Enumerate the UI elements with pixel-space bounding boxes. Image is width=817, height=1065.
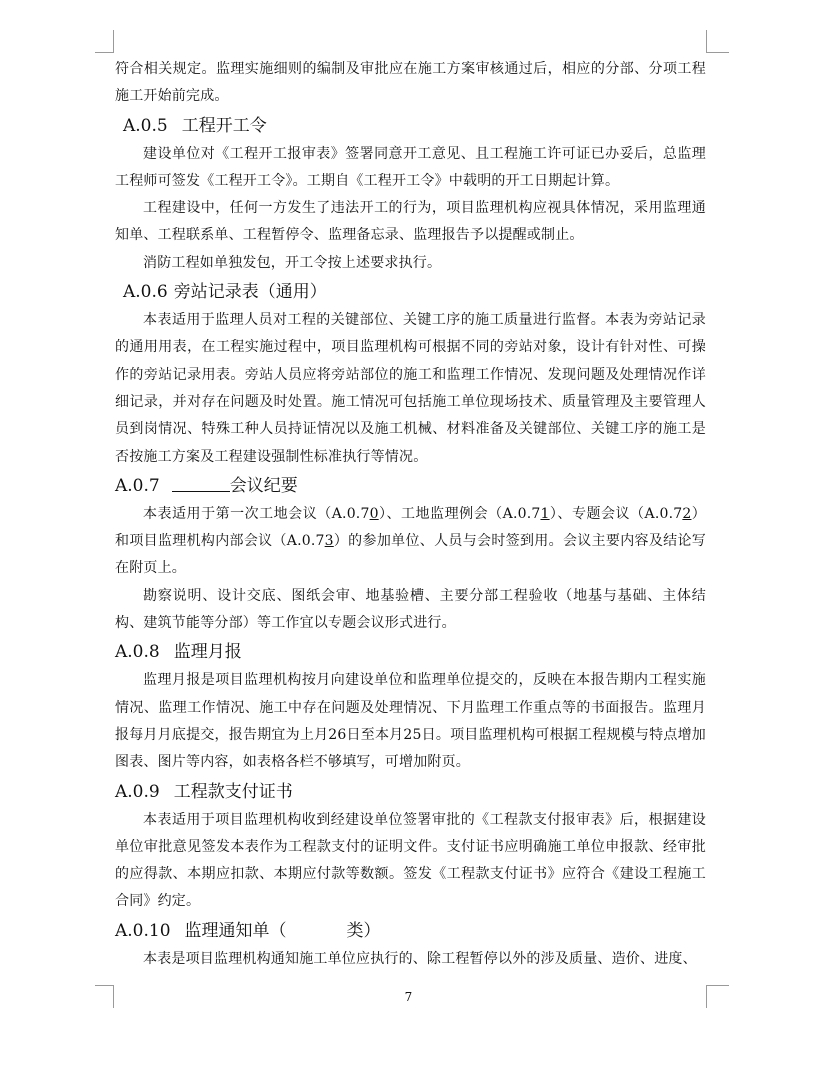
paragraph: 消防工程如单独发包，开工令按上述要求执行。 xyxy=(143,254,442,271)
section-title: 会议纪要 xyxy=(229,475,298,496)
section-number: A.0.8 xyxy=(115,642,160,663)
section-number: A.0.7 xyxy=(115,475,160,496)
title-blank-line xyxy=(172,475,230,492)
section-heading-a09 xyxy=(115,777,706,807)
section-heading-a05 xyxy=(115,111,706,141)
text-run: ）和项目监理机构内部会议（A.0.7 xyxy=(115,505,707,550)
paragraph: 监理月报是项目监理机构按月向建设单位和监理单位提交的，反映在本报告期内工程实施情况、监理工作情况、施工中存在问题及处理情况、下月监理工作重点等的书面报告。监理月报每月月底提交，报告期宜为上月26日至本月25日。项目监理机构可根据工程规模与特点增加图表、图片等内容，如表格各栏不够填写，可增加附页。 xyxy=(115,672,706,771)
section-heading-a08 xyxy=(115,637,706,667)
paragraph: 建设单位对《工程开工报审表》签署同意开工意见、且工程施工许可证已办妥后，总监理工程师可签发《工程开工令》。工期自《工程开工令》中载明的开工日期起计算。 xyxy=(115,145,706,189)
underlined-digit: 0 xyxy=(369,505,379,522)
crop-mark-top-right xyxy=(706,30,729,53)
underlined-digit: 1 xyxy=(540,505,550,522)
section-heading-a07 xyxy=(115,471,706,501)
underlined-digit: 2 xyxy=(682,505,692,522)
paragraph: 本表是项目监理机构通知施工单位应执行的、除工程暂停以外的涉及质量、造价、进度、 xyxy=(143,950,697,967)
text-run: ）、工地监理例会（A.0.7 xyxy=(378,505,541,522)
text-run: ）的参加单位、人员与会时签到用。会议主要内容及结论写在附页上。 xyxy=(115,533,706,577)
section-title-close: 类） xyxy=(346,920,381,941)
paragraph: 勘察说明、设计交底、图纸会审、地基验槽、主要分部工程验收（地基与基础、主体结构、建筑节能等分部）等工作宜以专题会议形式进行。 xyxy=(115,587,706,632)
text-run: 本表适用于第一次工地会议（A.0.7 xyxy=(143,505,370,522)
section-title: 工程开工令 xyxy=(181,115,267,136)
paragraph: 本表适用于项目监理机构收到经建设单位签署审批的《工程款支付报审表》后，根据建设单位审批意见签发本表作为工程款支付的证明文件。支付证书应明确施工单位申报款、经审批的应得款、本期应扣款、本期应付款等数额。签发《工程款支付证书》应符合《建设工程施工合同》约定。 xyxy=(115,811,706,910)
section-title: 工程款支付证书 xyxy=(173,781,293,802)
section-number: A.0.5 xyxy=(123,115,168,136)
underlined-digit: 3 xyxy=(324,533,334,550)
section-title: 监理月报 xyxy=(173,642,242,663)
section-title-open: 监理通知单（ xyxy=(184,920,287,941)
text-run: ）、专题会议（A.0.7 xyxy=(549,505,683,522)
paragraph: 本表适用于监理人员对工程的关键部位、关键工序的施工质量进行监督。本表为旁站记录的通用用表，在工程实施过程中，项目监理机构可根据不同的旁站对象，设计有针对性、可操作的旁站记录用表。旁站人员应将旁站部位的施工和监理工作情况、发现问题及处理情况作详细记录，并对存在问题及时处置。施工情况可包括施工单位现场技术、质量管理及主要管理人员到岗情况、特殊工种人员持证情况以及施工机械、材料准备及关键部位、关键工序的施工是否按施工方案及工程建设强制性标准执行等情况。 xyxy=(115,312,706,465)
page-number: 7 xyxy=(404,990,413,1004)
section-number: A.0.10 xyxy=(115,920,171,941)
paragraph: 工程建设中，任何一方发生了违法开工的行为，项目监理机构应视具体情况，采用监理通知单、工程联系单、工程暂停令、监理备忘录、监理报告予以提醒或制止。 xyxy=(115,200,706,244)
section-heading-a06 xyxy=(115,277,706,307)
section-number: A.0.6 xyxy=(123,282,168,303)
intro-paragraph: 符合相关规定。监理实施细则的编制及审批应在施工方案审核通过后，相应的分部、分项工程施工开始前完成。 xyxy=(115,61,706,105)
section-heading-a010 xyxy=(115,916,706,946)
section-number: A.0.9 xyxy=(115,781,160,802)
paragraph-a07-1 xyxy=(115,501,706,583)
crop-mark-top-left xyxy=(95,30,114,53)
section-title: 旁站记录表（通用） xyxy=(173,282,327,303)
document-page xyxy=(115,56,706,973)
